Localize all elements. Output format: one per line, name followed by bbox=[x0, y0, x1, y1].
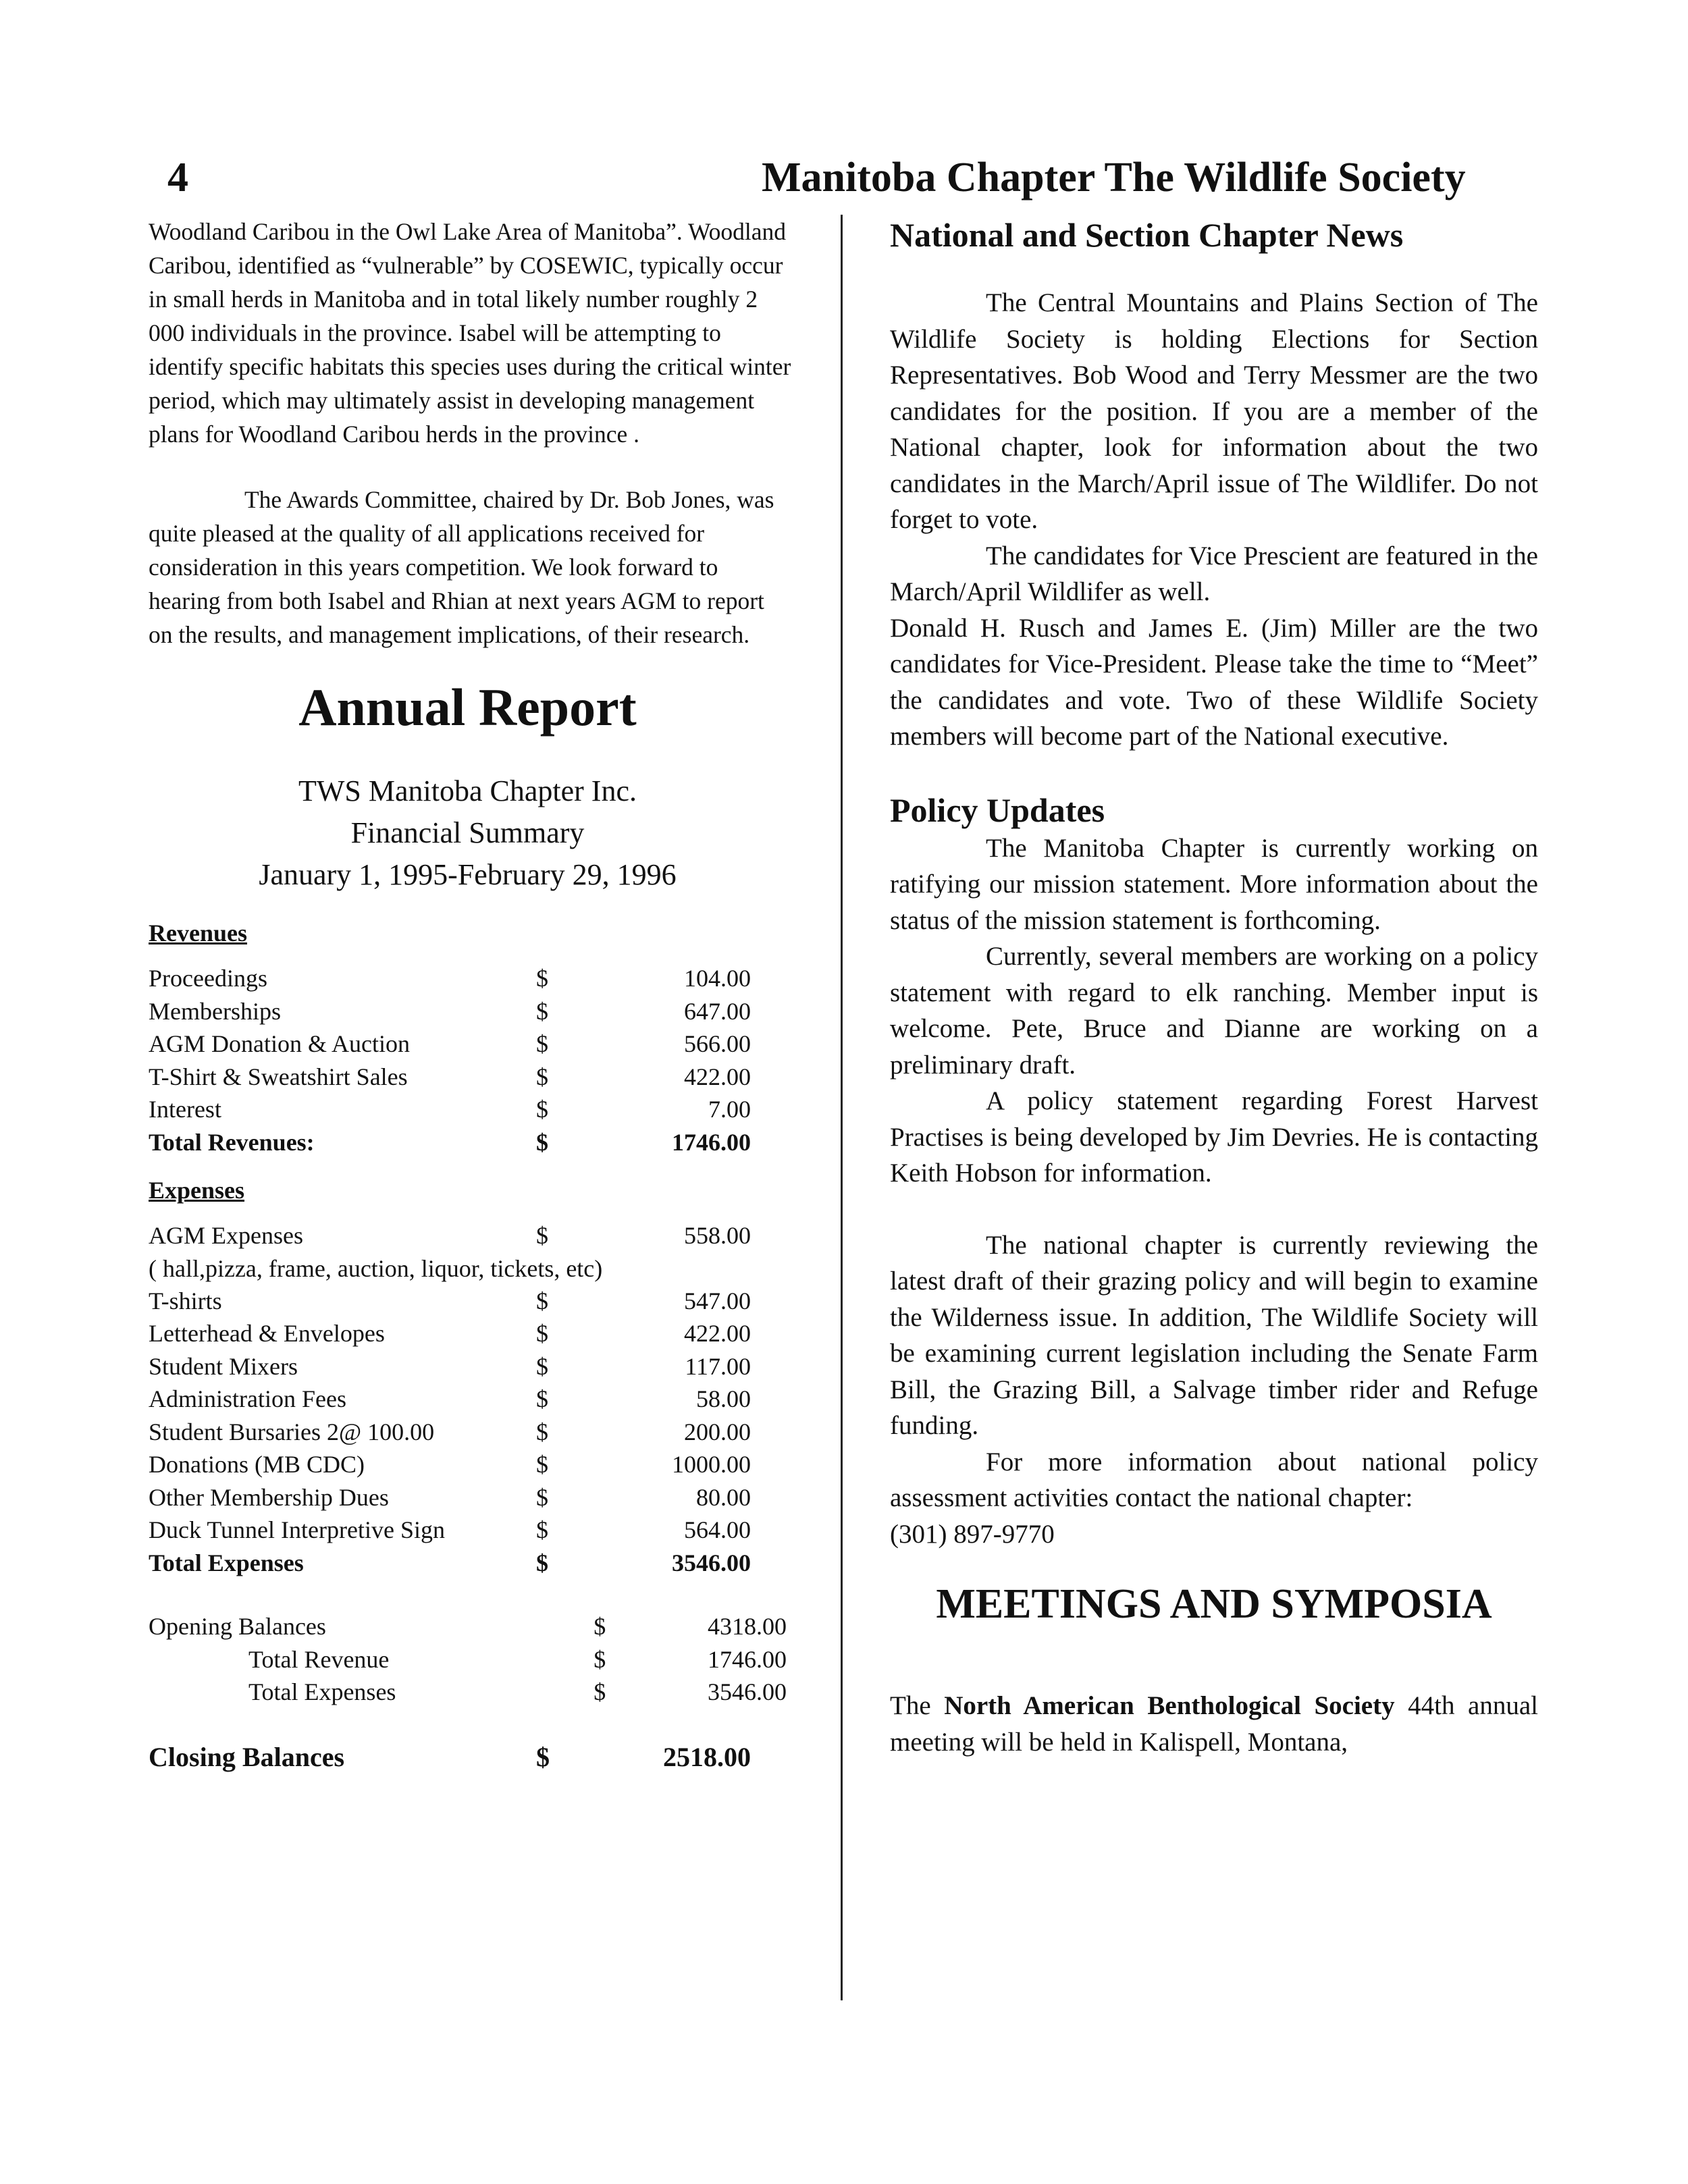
balance-total-revenue-amount: 1746.00 bbox=[708, 1645, 787, 1673]
balance-total-expenses-row bbox=[149, 1676, 787, 1709]
revenue-amount: 7.00 bbox=[708, 1096, 751, 1123]
total-expenses-label: Total Expenses bbox=[149, 1549, 304, 1576]
currency-symbol: $ bbox=[536, 1385, 548, 1413]
revenue-label: Interest bbox=[149, 1096, 221, 1123]
expense-amount: 558.00 bbox=[684, 1222, 751, 1250]
balance-total-revenue-row bbox=[149, 1643, 787, 1676]
expense-amount: 547.00 bbox=[684, 1287, 751, 1314]
total-revenues-label: Total Revenues: bbox=[149, 1128, 315, 1156]
currency-symbol: $ bbox=[536, 1549, 548, 1576]
news-paragraph-3: Donald H. Rusch and James E. (Jim) Miller are the two candidates for Vice-President. Please take the time to “Meet” the candidates and vote. Two of these Wildlife Society members will become part of the National executive. bbox=[890, 613, 1538, 751]
currency-symbol: $ bbox=[536, 1516, 548, 1544]
national-policy-paragraph: The national chapter is currently reviewing the latest draft of their grazing policy and will begin to examine the Wilderness issue. In addition, The Wildlife Society will be examining current legislation including the Senate Farm Bill, the Grazing Bill, a Salvage timber rider and Refuge funding. bbox=[890, 1230, 1538, 1440]
expense-row bbox=[149, 1383, 751, 1416]
annual-report-title: Annual Report bbox=[298, 678, 637, 737]
total-revenues-row bbox=[149, 1126, 751, 1159]
currency-symbol: $ bbox=[536, 1483, 548, 1511]
revenue-amount: 104.00 bbox=[684, 965, 751, 992]
meetings-heading: MEETINGS AND SYMPOSIA bbox=[936, 1581, 1492, 1627]
expense-amount: 117.00 bbox=[685, 1352, 751, 1380]
right-column bbox=[890, 215, 1538, 1760]
closing-balances-table bbox=[149, 1741, 751, 1774]
meeting-intro: The bbox=[890, 1691, 931, 1720]
currency-symbol: $ bbox=[536, 1320, 548, 1348]
expense-amount: 58.00 bbox=[696, 1385, 751, 1413]
revenue-row bbox=[149, 962, 751, 995]
revenues-table bbox=[149, 962, 751, 1158]
expense-amount: 564.00 bbox=[684, 1516, 751, 1544]
expense-label: Donations (MB CDC) bbox=[149, 1451, 365, 1479]
expense-label: Other Membership Dues bbox=[149, 1483, 389, 1511]
policy-updates-heading: Policy Updates bbox=[890, 791, 1105, 829]
currency-symbol: $ bbox=[536, 1128, 548, 1156]
column-divider bbox=[841, 215, 843, 2000]
expense-row bbox=[149, 1448, 751, 1481]
meeting-organization: North American Benthological Society bbox=[944, 1691, 1395, 1720]
closing-balances-label: Closing Balances bbox=[149, 1742, 345, 1773]
currency-symbol: $ bbox=[594, 1645, 606, 1673]
expense-label: Letterhead & Envelopes bbox=[149, 1320, 385, 1348]
total-expenses-amount: 3546.00 bbox=[672, 1549, 751, 1576]
meeting-paragraph bbox=[890, 1688, 1538, 1760]
revenue-row bbox=[149, 1028, 751, 1061]
left-column bbox=[149, 215, 791, 1774]
expense-label: Administration Fees bbox=[149, 1385, 346, 1413]
page-number: 4 bbox=[167, 155, 188, 201]
revenue-label: AGM Donation & Auction bbox=[149, 1030, 410, 1058]
balance-total-revenue-label: Total Revenue bbox=[248, 1645, 390, 1673]
caribou-paragraph: Woodland Caribou in the Owl Lake Area of Manitoba”. Woodland Caribou, identified as “vulnerable” by COSEWIC, typically occur in small herds in Manitoba and in total likely number roughly 2 000 individuals in the province. Isabel will be attempting to identify specific habitats this species uses during the critical winter period, which may ultimately assist in developing management plans for Woodland Caribou herds in the province . bbox=[149, 218, 791, 448]
revenue-amount: 566.00 bbox=[684, 1030, 751, 1058]
currency-symbol: $ bbox=[536, 1451, 548, 1479]
closing-balances-amount: 2518.00 bbox=[663, 1742, 751, 1773]
agm-expense-note: ( hall,pizza, frame, auction, liquor, tickets, etc) bbox=[149, 1254, 603, 1282]
revenue-row bbox=[149, 995, 751, 1028]
financial-heading-org: TWS Manitoba Chapter Inc. bbox=[298, 774, 637, 807]
currency-symbol: $ bbox=[536, 1096, 548, 1123]
expense-amount: 80.00 bbox=[696, 1483, 751, 1511]
contact-phone: (301) 897-9770 bbox=[890, 1519, 1055, 1549]
expense-row bbox=[149, 1285, 751, 1318]
expense-row bbox=[149, 1416, 751, 1449]
expense-label: Duck Tunnel Interpretive Sign bbox=[149, 1516, 445, 1544]
balance-total-expenses-label: Total Expenses bbox=[248, 1678, 396, 1706]
expenses-label: Expenses bbox=[149, 1177, 245, 1204]
news-paragraph-1: The Central Mountains and Plains Section of The Wildlife Society is holding Elections for Section Representatives. Bob Wood and Terry Messmer are the two candidates for the position. If you are a member of the National chapter, look for information about the two candidates in the March/April issue of The Wildlifer. Do not forget to vote. bbox=[890, 288, 1538, 534]
currency-symbol: $ bbox=[536, 1418, 548, 1445]
policy-paragraph-2: Currently, several members are working on a policy statement with regard to elk ranching. Member input is welcome. Pete, Bruce and Dianne are working on a preliminary draft. bbox=[890, 942, 1538, 1080]
financial-heading bbox=[149, 770, 787, 896]
revenue-row bbox=[149, 1061, 751, 1094]
currency-symbol: $ bbox=[594, 1613, 606, 1641]
expense-row bbox=[149, 1514, 751, 1547]
currency-symbol: $ bbox=[536, 1063, 548, 1090]
national-news-heading: National and Section Chapter News bbox=[890, 216, 1404, 254]
expense-label: Student Mixers bbox=[149, 1352, 298, 1380]
contact-paragraph: For more information about national policy assessment activities contact the national chapter: bbox=[890, 1447, 1538, 1512]
expense-row bbox=[149, 1317, 751, 1350]
revenue-label: Proceedings bbox=[149, 965, 267, 992]
currency-symbol: $ bbox=[536, 997, 548, 1025]
expense-label: T-shirts bbox=[149, 1287, 222, 1314]
expense-row bbox=[149, 1219, 751, 1252]
policy-paragraph-3: A policy statement regarding Forest Harvest Practises is being developed by Jim Devries. He is contacting Keith Hobson for information. bbox=[890, 1086, 1538, 1188]
revenue-amount: 422.00 bbox=[684, 1063, 751, 1090]
balances-table bbox=[149, 1610, 787, 1709]
opening-balances-amount: 4318.00 bbox=[708, 1613, 787, 1641]
currency-symbol: $ bbox=[536, 1287, 548, 1314]
expense-row bbox=[149, 1350, 751, 1383]
policy-paragraph-1: The Manitoba Chapter is currently working on ratifying our mission statement. More information about the status of the mission statement is forthcoming. bbox=[890, 833, 1538, 935]
expense-label: Student Bursaries 2@ 100.00 bbox=[149, 1418, 435, 1445]
financial-heading-period: January 1, 1995-February 29, 1996 bbox=[259, 858, 677, 891]
balance-total-expenses-amount: 3546.00 bbox=[708, 1678, 787, 1706]
financial-heading-title: Financial Summary bbox=[350, 816, 585, 849]
closing-balances-row bbox=[149, 1741, 751, 1774]
currency-symbol: $ bbox=[536, 1742, 550, 1773]
currency-symbol: $ bbox=[594, 1678, 606, 1706]
opening-balances-row bbox=[149, 1610, 787, 1643]
expense-amount: 200.00 bbox=[684, 1418, 751, 1445]
total-expenses-row bbox=[149, 1547, 751, 1580]
revenue-label: Memberships bbox=[149, 997, 281, 1025]
revenue-label: T-Shirt & Sweatshirt Sales bbox=[149, 1063, 408, 1090]
expense-amount: 422.00 bbox=[684, 1320, 751, 1348]
opening-balances-label: Opening Balances bbox=[149, 1613, 326, 1641]
meeting-details: 44th annual meeting will be held in Kalispell, Montana, bbox=[890, 1691, 1539, 1757]
currency-symbol: $ bbox=[536, 1352, 548, 1380]
revenue-amount: 647.00 bbox=[684, 997, 751, 1025]
expense-amount: 1000.00 bbox=[672, 1451, 751, 1479]
expense-label: AGM Expenses bbox=[149, 1222, 303, 1250]
total-revenues-amount: 1746.00 bbox=[672, 1128, 751, 1156]
news-paragraph-2: The candidates for Vice Prescient are featured in the March/April Wildlifer as well. bbox=[890, 541, 1538, 606]
expenses-table bbox=[149, 1219, 751, 1252]
currency-symbol: $ bbox=[536, 965, 548, 992]
expenses-table-cont bbox=[149, 1285, 751, 1580]
expense-row bbox=[149, 1481, 751, 1514]
awards-paragraph: The Awards Committee, chaired by Dr. Bob Jones, was quite pleased at the quality of all applications received for consideration in this years competition. We look forward to hearing from both Isabel and Rhian at next years AGM to report on the results, and management implications, of their research. bbox=[149, 486, 774, 648]
currency-symbol: $ bbox=[536, 1222, 548, 1250]
revenue-row bbox=[149, 1093, 751, 1126]
revenues-label: Revenues bbox=[149, 920, 247, 947]
publication-title: Manitoba Chapter The Wildlife Society bbox=[762, 155, 1466, 201]
currency-symbol: $ bbox=[536, 1030, 548, 1058]
